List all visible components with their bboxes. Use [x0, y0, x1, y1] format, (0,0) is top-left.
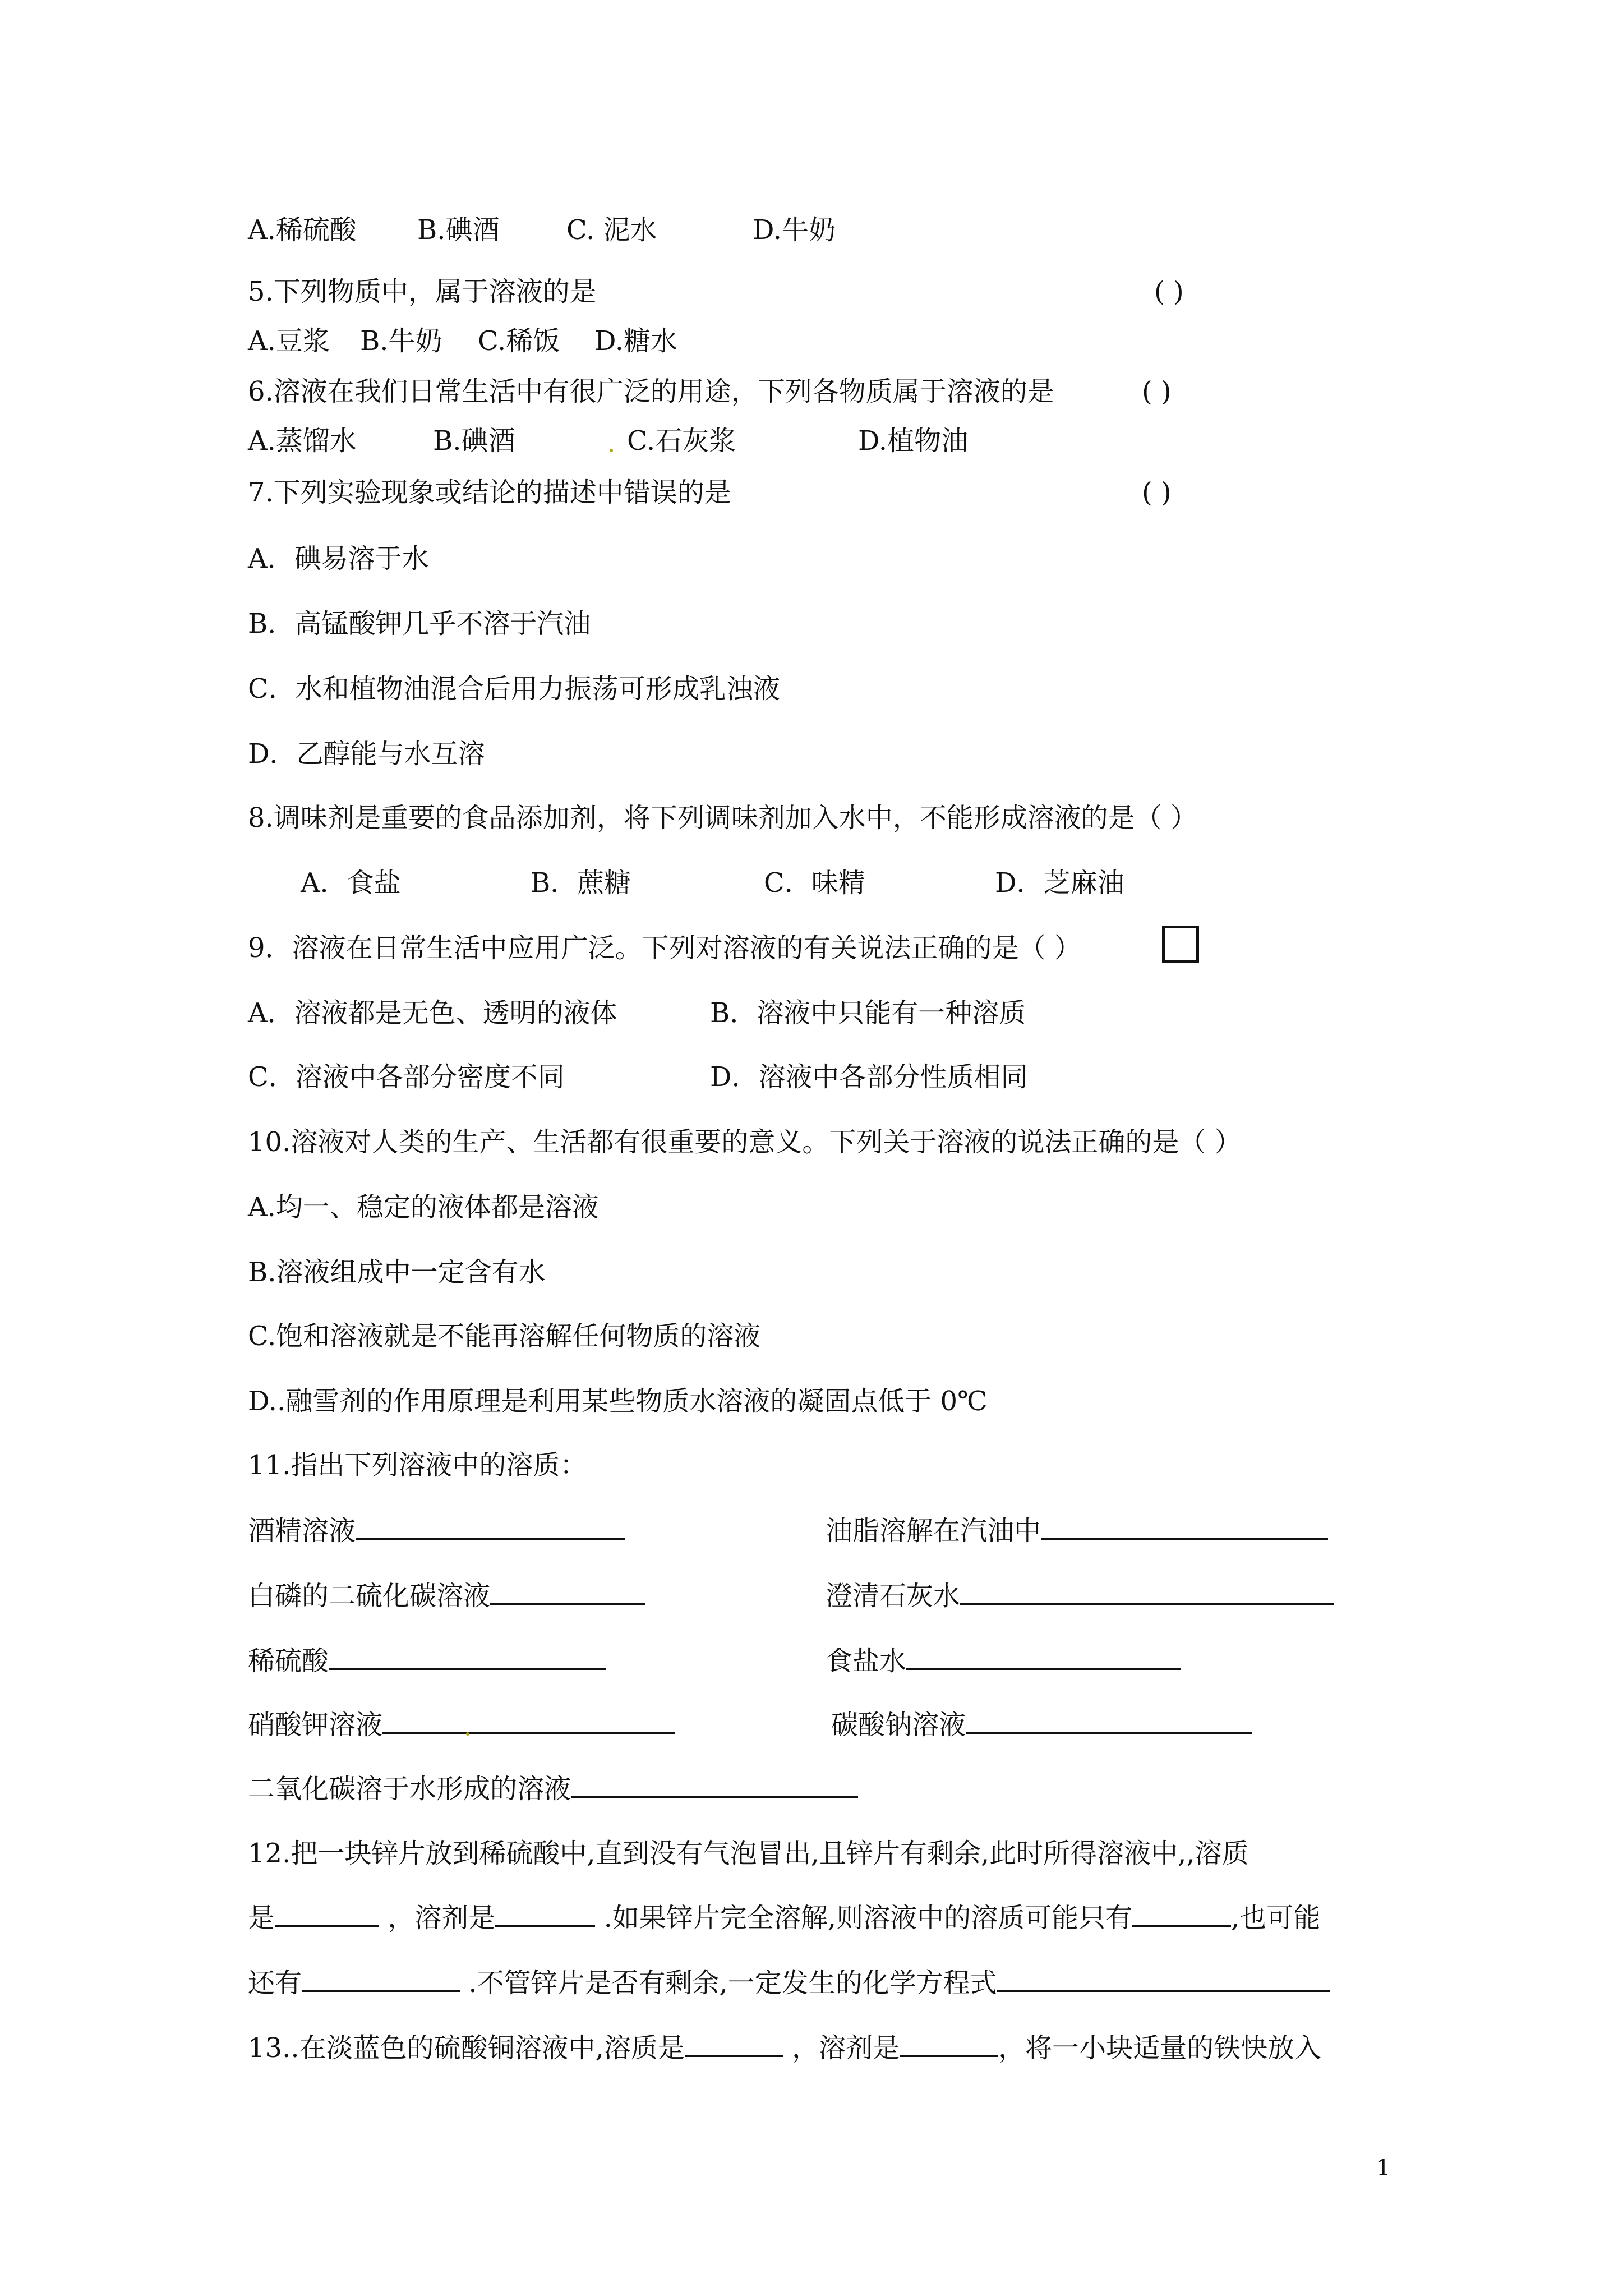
q4-options [248, 213, 836, 247]
stray-dot-mark [466, 1732, 469, 1736]
q5-answer-paren: ( ) [1154, 276, 1184, 307]
q11-item-1 [248, 1513, 625, 1548]
answer-blank[interactable] [1041, 1513, 1328, 1540]
q13-text: 13..在淡蓝色的硫酸铜溶液中,溶质是 [248, 2032, 685, 2064]
q11-item-label: 二氧化碳溶于水形成的溶液 [248, 1773, 571, 1805]
q6-options [248, 424, 969, 458]
q11-item-label: 硝酸钾溶液 [248, 1709, 383, 1741]
q13-text: ，溶剂是 [792, 2032, 900, 2064]
answer-blank[interactable] [495, 1901, 595, 1927]
q8-options [301, 866, 1124, 900]
answer-box[interactable] [1162, 926, 1199, 963]
answer-blank[interactable] [302, 1966, 460, 1992]
q10-option-c: C.饱和溶液就是不能再溶解任何物质的溶液 [248, 1320, 761, 1352]
q11-item-label: 酒精溶液 [248, 1515, 356, 1547]
q11-item-9 [248, 1772, 858, 1806]
q12-text: .不管锌片是否有剩余,一定发生的化学方程式 [468, 1967, 997, 1999]
q12-text: .如果锌片完全溶解,则溶液中的溶质可能只有 [603, 1902, 1133, 1934]
q12-text: ，溶剂是 [388, 1902, 496, 1934]
answer-blank[interactable] [490, 1579, 645, 1605]
answer-blank[interactable] [906, 1644, 1181, 1670]
q5-option-a: A.豆浆 [248, 325, 330, 357]
page-number: 1 [1376, 2155, 1391, 2181]
stray-dot-mark [610, 449, 613, 452]
q9-option-d: D．溶液中各部分性质相同 [710, 1061, 1028, 1093]
q10-option-b: B.溶液组成中一定含有水 [248, 1257, 546, 1288]
answer-blank[interactable] [329, 1644, 606, 1670]
q6-answer-paren: ( ) [1142, 376, 1172, 407]
q10-stem: 10.溶液对人类的生产、生活都有很重要的意义。下列关于溶液的说法正确的是（ ） [248, 1126, 1242, 1158]
answer-blank[interactable] [966, 1708, 1252, 1734]
q6-option-c: C.石灰浆 [627, 425, 736, 457]
q7-option-c: C．水和植物油混合后用力振荡可形成乳浊液 [248, 673, 780, 705]
q11-item-label: 稀硫酸 [248, 1645, 329, 1677]
q9-option-c: C．溶液中各部分密度不同 [248, 1061, 565, 1093]
q11-item-label: 食盐水 [826, 1645, 907, 1677]
q11-item-6 [826, 1644, 1181, 1678]
q7-stem: 7.下列实验现象或结论的描述中错误的是 [248, 477, 731, 508]
q12-text: 是 [248, 1902, 275, 1934]
q5-option-c: C.稀饭 [478, 325, 560, 357]
q11-item-8 [831, 1708, 1252, 1742]
q8-stem: 8.调味剂是重要的食品添加剂，将下列调味剂加入水中，不能形成溶液的是（ ） [248, 802, 1198, 834]
q12-line-2 [248, 1901, 1320, 1935]
q5-option-b: B.牛奶 [360, 325, 442, 357]
q6-stem: 6.溶液在我们日常生活中有很广泛的用途，下列各物质属于溶液的是 [248, 376, 1054, 407]
answer-blank[interactable] [356, 1513, 625, 1540]
q5-options [248, 324, 678, 358]
q11-stem: 11.指出下列溶液中的溶质： [248, 1450, 587, 1481]
answer-blank[interactable] [900, 2031, 998, 2057]
q10-option-d: D..融雪剂的作用原理是利用某些物质水溶液的凝固点低于 0℃ [248, 1386, 988, 1417]
q11-item-label: 油脂溶解在汽油中 [826, 1515, 1041, 1547]
q9-option-a: A．溶液都是无色、透明的液体 [248, 997, 617, 1029]
answer-blank[interactable] [997, 1966, 1330, 1992]
q12-line-1: 12.把一块锌片放到稀硫酸中,直到没有气泡冒出,且锌片有剩余,此时所得溶液中,,溶质 [248, 1838, 1249, 1869]
q7-option-a: A．碘易溶于水 [248, 543, 429, 574]
answer-blank[interactable] [571, 1772, 858, 1798]
q7-answer-paren: ( ) [1142, 477, 1172, 508]
q12-line-3 [248, 1966, 1330, 2000]
q7-option-d: D．乙醇能与水互溶 [248, 738, 485, 770]
answer-blank[interactable] [1132, 1901, 1231, 1927]
q4-option-a: A.稀硫酸 [248, 214, 357, 246]
q11-item-5 [248, 1644, 606, 1678]
q11-item-4 [826, 1579, 1334, 1613]
answer-blank[interactable] [382, 1708, 675, 1734]
q9-option-b: B．溶液中只能有一种溶质 [710, 997, 1026, 1029]
q8-option-a: A．食盐 [301, 867, 401, 899]
q11-item-label: 白磷的二硫化碳溶液 [248, 1580, 491, 1612]
q5-stem: 5.下列物质中，属于溶液的是 [248, 276, 597, 307]
q11-item-label: 碳酸钠溶液 [831, 1709, 966, 1741]
q13-line [248, 2031, 1321, 2065]
q4-option-d: D.牛奶 [753, 214, 836, 246]
q12-text: 还有 [248, 1967, 302, 1999]
q8-option-b: B．蔗糖 [531, 867, 631, 899]
q6-option-b: B.碘酒 [433, 425, 515, 457]
q8-option-d: D．芝麻油 [995, 867, 1124, 899]
q11-item-3 [248, 1579, 645, 1613]
q6-option-d: D.植物油 [858, 425, 969, 457]
q11-item-7 [248, 1708, 675, 1742]
q11-item-label: 澄清石灰水 [826, 1580, 961, 1612]
q5-option-d: D.糖水 [594, 325, 678, 357]
q12-text: ,也可能 [1231, 1902, 1321, 1934]
answer-blank[interactable] [960, 1579, 1334, 1605]
q8-option-c: C．味精 [764, 867, 865, 899]
q11-item-2 [826, 1513, 1328, 1548]
q9-stem: 9．溶液在日常生活中应用广泛。下列对溶液的有关说法正确的是（ ） [248, 932, 1081, 964]
q10-option-a: A.均一、稳定的液体都是溶液 [248, 1191, 599, 1223]
q4-option-b: B.碘酒 [417, 214, 500, 246]
q13-text: ，将一小块适量的铁快放入 [998, 2032, 1322, 2064]
q6-option-a: A.蒸馏水 [248, 425, 357, 457]
answer-blank[interactable] [685, 2031, 783, 2057]
q7-option-b: B．高锰酸钾几乎不溶于汽油 [248, 608, 591, 639]
q4-option-c: C. 泥水 [566, 214, 657, 246]
answer-blank[interactable] [275, 1901, 379, 1927]
